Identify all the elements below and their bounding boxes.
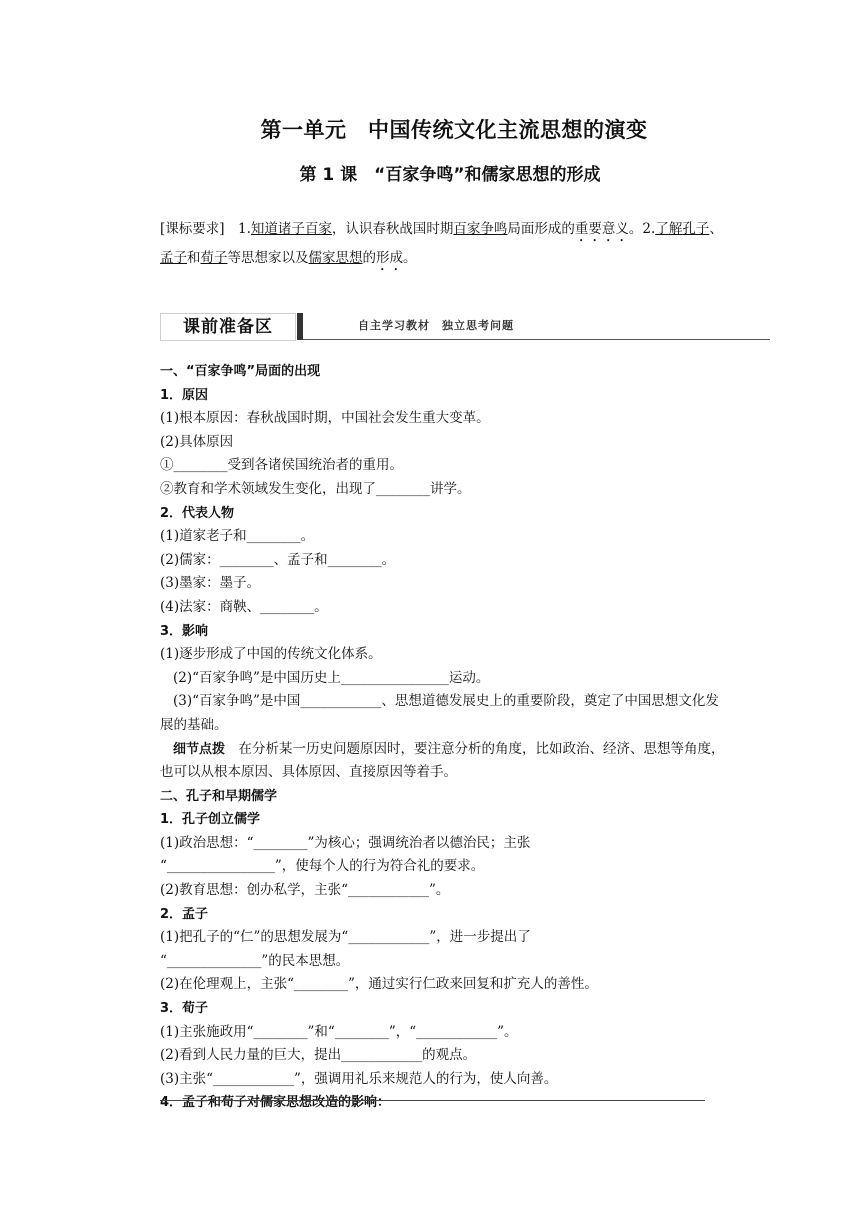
fill-blank-line: ②教育和学术领域发生变化，出现了________讲学。 [160,480,471,497]
req-seg-15: 儒家思想 [308,250,363,266]
fill-blank-line: (4)法家：商鞅、________。 [160,598,328,615]
unit-title: 第一单元 中国传统文化主流思想的演变 [260,118,648,142]
req-seg-9: 孔子 [682,221,710,237]
req-seg-12: 和 [187,250,201,266]
req-seg-5: 重要意义 [574,221,629,237]
fill-blank-line: (1)把孔子的“仁”的思想发展为“____________”，进一步提出了 [160,929,531,946]
fill-blank-line: (1)政治思想：“________”为核心；强调统治者以德治民；主张 [160,834,531,851]
sub-heading: 2．孟子 [160,906,209,922]
fill-blank-line: (2)看到人民力量的巨大，提出____________的观点。 [160,1047,477,1064]
lesson-title: 第 1 课 “百家争鸣”和儒家思想的形成 [299,165,601,185]
req-seg-14: 等思想家以及 [227,250,309,266]
req-seg-16: 的 [362,250,376,266]
fill-blank-line: (2)儒家：________、孟子和________。 [160,551,396,568]
req-seg-10: 、 [709,221,723,237]
req-seg-17: 形成 [376,250,403,266]
sub-heading: 4．孟子和荀子对儒家思想改造的影响： [160,1095,391,1111]
req-seg-11: 孟子 [160,250,187,266]
content-line: (2)具体原因 [160,433,234,450]
detail-tip-label: 细节点拨 [173,741,226,757]
req-seg-7: 了 [655,221,669,237]
banner-subtitle: 自主学习教材 独立思考问题 [358,319,514,332]
content-line: (1)根本原因：春秋战国时期，中国社会发生重大变革。 [160,410,490,427]
fill-blank-line: (2)教育思想：创办私学，主张“____________”。 [160,882,450,899]
fill-blank-line: (1)主张施政用“________”和“________”，“____________”。 [160,1023,518,1040]
sub-heading: 3．荀子 [160,1001,209,1017]
banner-rule [303,339,770,340]
section-banner [160,313,770,339]
detail-tip-text: 在分析某一历史问题原因时，要注意分析的角度，比如政治、经济、思想等角度，也可以从根本原因、具体原因、直接原因等着手。 [160,740,725,781]
sub-heading: 2．代表人物 [160,505,235,521]
sub-heading: 1．原因 [160,387,209,403]
lesson-content [160,360,732,1115]
req-seg-18: 。 [403,250,417,266]
req-seg-1: 知道诸子百家 [250,221,332,237]
fill-blank-line: (3)“百家争鸣”是中国____________、思想道德发展史上的重要阶段，奠定了中国思想文化发展的基础。 [160,693,719,733]
banner-divider [297,313,303,340]
curriculum-requirements [160,216,730,274]
req-seg-13: 荀子 [200,250,228,266]
req-seg-2: ，认识春秋战国时期 [331,221,454,237]
req-label: [课标要求] 1. [160,221,251,237]
fill-blank-line: ①________受到各诸侯国统治者的重用。 [160,457,403,474]
fill-blank-line: (3)主张“____________”，强调用礼乐来规范人的行为，使人向善。 [160,1070,558,1087]
banner-label: 课前准备区 [160,313,296,341]
sub-heading: 3．影响 [160,623,209,639]
content-line: (3)墨家：墨子。 [160,575,261,592]
fill-blank-line: (2)在伦理观上，主张“________”，通过实行仁政来回复和扩充人的善性。 [160,976,598,993]
section-heading: 二、孔子和早期儒学 [160,788,278,804]
req-seg-3: 百家争鸣 [453,221,508,237]
req-seg-8: 解 [668,221,683,237]
section-heading: 一、“百家争鸣”局面的出现 [160,364,321,379]
content-line: (1)逐步形成了中国的传统文化体系。 [160,646,382,663]
sub-heading: 1．孔子创立儒学 [160,812,261,828]
fill-blank-line: “______________”的民本思想。 [160,952,350,969]
detail-tip [160,738,732,785]
answer-line [160,1100,705,1101]
fill-blank-line: “________________”，使每个人的行为符合礼的要求。 [160,858,485,875]
fill-blank-line: (1)道家老子和________。 [160,528,315,545]
req-seg-4: 局面形成的 [507,221,575,237]
fill-blank-line: (2)“百家争鸣”是中国历史上________________运动。 [173,669,490,686]
req-seg-6: 。2. [628,221,656,237]
